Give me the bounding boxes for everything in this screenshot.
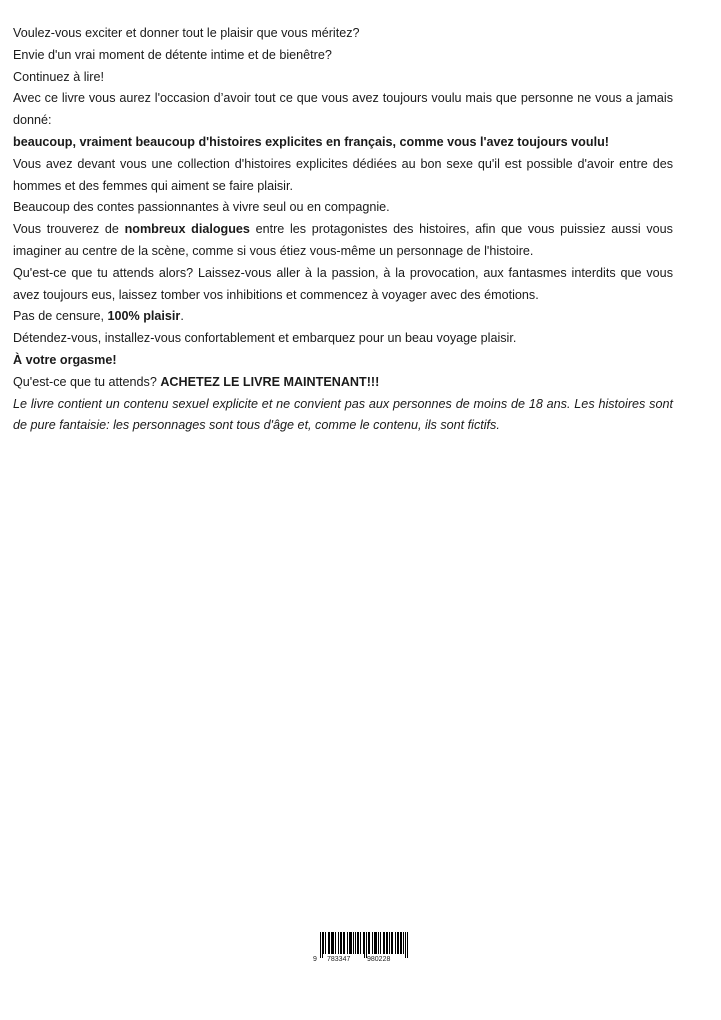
paragraph-dialogues bbox=[13, 219, 673, 263]
barcode-bar bbox=[368, 932, 369, 954]
barcode-bar bbox=[355, 932, 356, 954]
barcode-bar bbox=[328, 932, 329, 954]
paragraph-relaxation-question: Envie d'un vrai moment de détente intime et de bienêtre? bbox=[13, 47, 332, 62]
barcode-bar bbox=[343, 932, 344, 954]
barcode-bar bbox=[353, 932, 354, 954]
barcode-bar bbox=[403, 932, 404, 954]
barcode-bar bbox=[323, 932, 324, 954]
barcode-bar bbox=[387, 932, 388, 954]
barcode-bar bbox=[363, 932, 364, 954]
barcode-bar bbox=[344, 932, 345, 954]
barcode-bar bbox=[347, 932, 348, 954]
paragraph-intro-question: Voulez-vous exciter et donner tout le plaisir que vous méritez? bbox=[13, 26, 360, 40]
barcode-bar bbox=[335, 932, 336, 954]
barcode-icon bbox=[312, 930, 408, 964]
barcode-bar bbox=[340, 932, 341, 954]
barcode-bar bbox=[400, 932, 401, 954]
barcode-bar bbox=[360, 932, 361, 954]
paragraph-no-censorship bbox=[13, 306, 673, 328]
barcode-bar bbox=[322, 932, 323, 958]
barcode-bar bbox=[389, 932, 390, 954]
barcode-digits-right: 980228 bbox=[367, 956, 391, 963]
censorship-emphasis: 100% plaisir bbox=[107, 309, 181, 324]
isbn-barcode bbox=[312, 930, 408, 964]
cta-emphasis: ACHETEZ LE LIVRE MAINTENANT!!! bbox=[160, 374, 380, 389]
barcode-bar bbox=[407, 932, 408, 958]
paragraph-many-stories: beaucoup, vraiment beaucoup d'histoires explicites en français, comme vous l'avez toujours voulu! bbox=[13, 134, 609, 149]
barcode-bar bbox=[369, 932, 370, 954]
cta-before: Qu'est-ce que tu attends? bbox=[13, 374, 161, 389]
paragraph-collection: Vous avez devant vous une collection d'histoires explicites dédiées au bon sexe qu'il est possible d'avoir entre des hommes et des femmes qui aiment se faire plaisir. bbox=[13, 156, 673, 193]
barcode-bar bbox=[405, 932, 406, 958]
paragraph-call-to-action bbox=[13, 372, 673, 394]
censorship-after: . bbox=[180, 309, 184, 324]
barcode-bar bbox=[391, 932, 392, 954]
paragraph-cheers: À votre orgasme! bbox=[13, 352, 117, 367]
barcode-bar bbox=[331, 932, 332, 954]
paragraph-tales: Beaucoup des contes passionnantes à vivre seul ou en compagnie. bbox=[13, 200, 390, 215]
barcode-bar bbox=[374, 932, 375, 954]
barcode-bar bbox=[384, 932, 385, 954]
barcode-bar bbox=[392, 932, 393, 954]
barcode-bar bbox=[397, 932, 398, 954]
barcode-bar bbox=[364, 932, 365, 958]
barcode-bar bbox=[341, 932, 342, 954]
barcode-bar bbox=[398, 932, 399, 954]
barcode-bar bbox=[395, 932, 396, 954]
barcode-digits-left: 783347 bbox=[327, 956, 351, 963]
barcode-bar bbox=[333, 932, 334, 954]
book-description bbox=[13, 23, 673, 437]
barcode-bar bbox=[386, 932, 387, 954]
paragraph-what-are-you-waiting: Qu'est-ce que tu attends alors? Laissez-vous aller à la passion, à la provocation, aux fantasmes interdits que vous avez toujours eus, laissez tomber vos inhibitions et commencez à voyager avec des émotions. bbox=[13, 265, 673, 302]
barcode-bar bbox=[380, 932, 381, 954]
barcode-bar bbox=[329, 932, 330, 954]
paragraph-disclaimer: Le livre contient un contenu sexuel explicite et ne convient pas aux personnes de moins de 18 ans. Les histoires sont de pure fantaisie: les personnages sont tous d'âge et, comme le contenu, ils sont fictifs. bbox=[13, 396, 673, 433]
barcode-digit-first: 9 bbox=[313, 956, 317, 963]
dialogues-after: entre les protagonistes des histoires, afin que vous puissiez aussi vous imaginer au centre de la scène, comme si vous étiez vous-même un personnage de l'histoire. bbox=[13, 222, 673, 258]
paragraph-continue-reading: Continuez à lire! bbox=[13, 69, 105, 84]
paragraph-opportunity: Avec ce livre vous aurez l'occasion d’avoir tout ce que vous avez toujours voulu mais que personne ne vous a jamais donné: bbox=[13, 91, 673, 128]
barcode-bar bbox=[332, 932, 333, 954]
barcode-bar bbox=[375, 932, 376, 954]
barcode-bar bbox=[401, 932, 402, 954]
barcode-bar bbox=[378, 932, 379, 954]
barcode-bar bbox=[338, 932, 339, 954]
barcode-bar bbox=[366, 932, 367, 958]
barcode-bar bbox=[357, 932, 358, 954]
barcode-bars bbox=[320, 932, 408, 958]
barcode-bar bbox=[350, 932, 351, 954]
paragraph-relax: Détendez-vous, installez-vous confortablement et embarquez pour un beau voyage plaisir. bbox=[13, 331, 517, 346]
barcode-bar bbox=[383, 932, 384, 954]
barcode-bar bbox=[351, 932, 352, 954]
dialogues-emphasis: nombreux dialogues bbox=[124, 222, 250, 237]
dialogues-before: Vous trouverez de bbox=[13, 222, 125, 237]
barcode-bar bbox=[320, 932, 321, 958]
barcode-bar bbox=[349, 932, 350, 954]
censorship-before: Pas de censure, bbox=[13, 309, 108, 324]
barcode-bar bbox=[325, 932, 326, 954]
barcode-bar bbox=[358, 932, 359, 954]
barcode-bar bbox=[376, 932, 377, 954]
barcode-bar bbox=[372, 932, 373, 954]
